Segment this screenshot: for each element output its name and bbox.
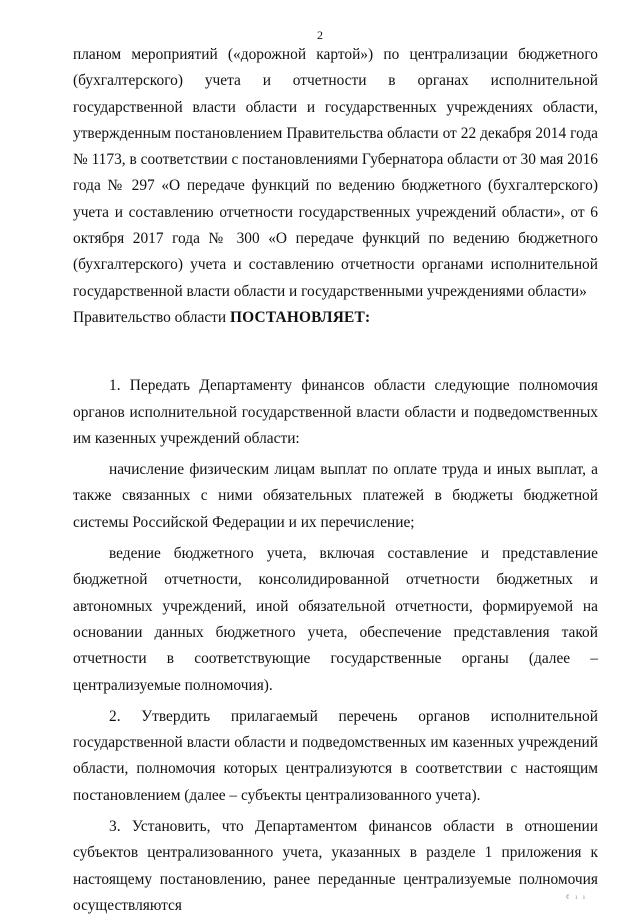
decree-line (73, 305, 598, 331)
decree-word: ПОСТАНОВЛЯЕТ: (229, 308, 371, 326)
paragraph-item-1-b: ведение бюджетного учета, включая составление и представление бюджетной отчетности, консолидированной отчетности бюджетных и автономных учреждений, иной обязательной отчетности, формируемой на основании данных бюджетного учета, обеспечение представления такой отчетности в соответствующие государственные органы (далее – централизуемые полномочия). (73, 545, 598, 694)
paragraph-item-1-a: начисление физическим лицам выплат по оплате труда и иных выплат, а также связанных с ними обязательных платежей в бюджеты бюджетной системы Российской Федерации и их перечисление; (73, 461, 598, 531)
paragraph-preamble: планом мероприятий («дорожной картой») по централизации бюджетного (бухгалтерского) учета и отчетности в органах исполнительной государственной власти области и государственных учреждениях области, утвержденным постановлением Правительства области от 22 декабря 2014 года № 1173, в соответствии с постановлениями Губернатора области от 30 мая 2016 года № 297 «О передаче функций по ведению бюджетного (бухгалтерского) учета и составлению отчетности государственных учреждений области», от 6 октября 2017 года № 300 «О передаче функций по ведению бюджетного (бухгалтерского) учета и составлению отчетности органами исполнительной государственной власти области и государственными учреждениями области» (73, 46, 598, 300)
page-number: 2 (317, 28, 323, 42)
paragraph-item-2: 2. Утвердить прилагаемый перечень органов исполнительной государственной власти области и подведомственных им казенных учреждений области, полномочия которых централизуются в соответствии с настоящим постановлением (далее – субъекты централизованного учета). (73, 707, 598, 804)
paragraph-item-1: 1. Передать Департаменту финансов области следующие полномочия органов исполнительной государственной власти области и подведомственных им казенных учреждений области: (73, 377, 598, 447)
scan-footer-mark: ¢ ı ı (566, 893, 587, 901)
document-body (73, 42, 598, 919)
paragraph-item-3: 3. Установить, что Департаментом финансов области в отношении субъектов централизованного учета, указанных в разделе 1 приложения к настоящему постановлению, ранее переданные централизуемые полномочия осуществляются (73, 818, 598, 914)
decree-prefix: Правительство области (73, 308, 230, 326)
